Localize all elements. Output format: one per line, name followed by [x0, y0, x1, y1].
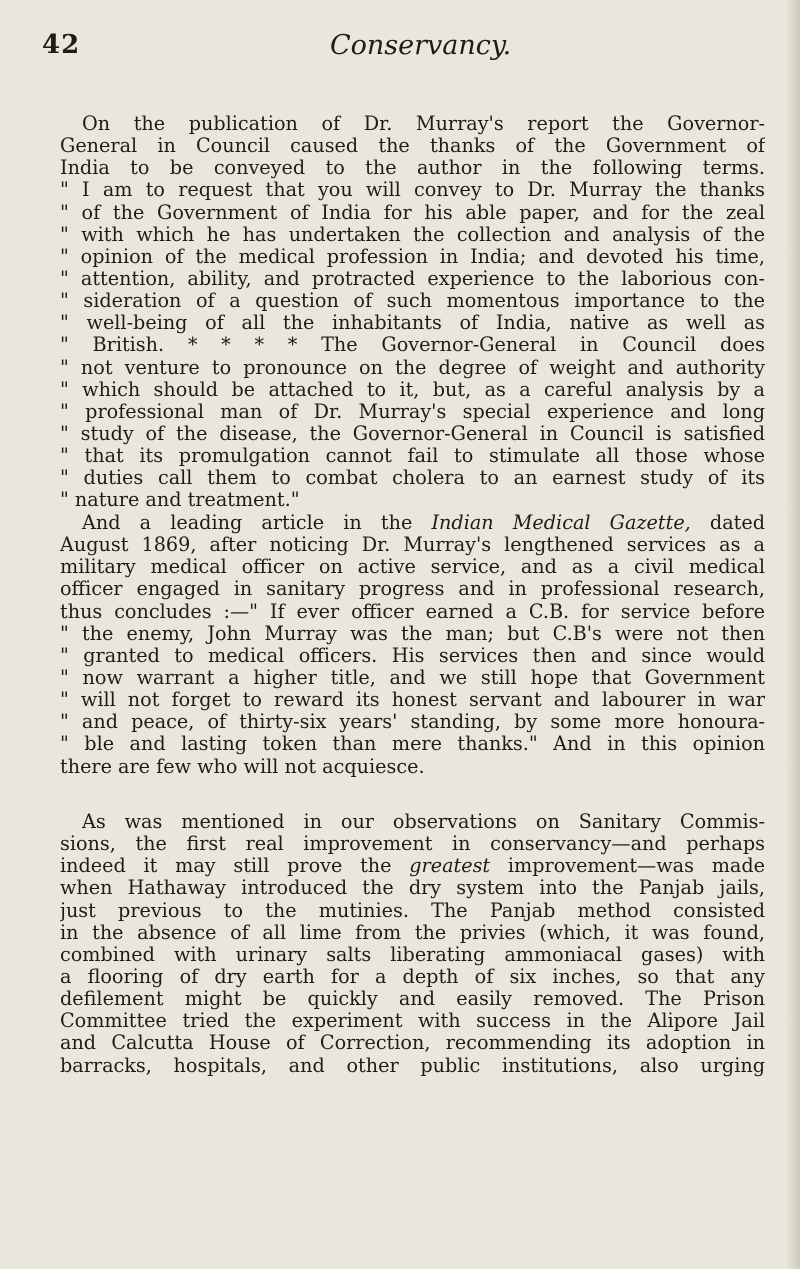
text-line: " sideration of a question of such momentous importance to the	[60, 290, 765, 313]
text-line: " with which he has undertaken the collection and analysis of the	[60, 223, 765, 246]
text-line: sions, the first real improvement in conservancy—and perhaps	[60, 833, 765, 856]
running-title: Conservancy.	[330, 30, 512, 61]
text-line: " that its promulgation cannot fail to stimulate all those whose	[60, 445, 765, 468]
text-line: barracks, hospitals, and other public institutions, also urging	[60, 1054, 765, 1077]
text-line: " duties call them to combat cholera to an earnest study of its	[60, 467, 765, 490]
inline-text: dated	[690, 512, 765, 534]
text-line: " the enemy, John Murray was the man; but C.B's were not then	[60, 622, 765, 645]
text-line: August 1869, after noticing Dr. Murray's lengthened services as a	[60, 534, 765, 557]
text-line: when Hathaway introduced the dry system into the Panjab jails,	[60, 877, 765, 900]
text-line: " well-being of all the inhabitants of India, native as well as	[60, 312, 765, 335]
text-line: On the publication of Dr. Murray's report the Governor-	[82, 113, 765, 135]
emphasis-text: greatest	[409, 855, 491, 878]
text-line: " opinion of the medical profession in India; and devoted his time,	[60, 245, 765, 268]
text-line: a flooring of dry earth for a depth of six inches, so that any	[60, 965, 765, 988]
text-line: Committee tried the experiment with success in the Alipore Jail	[60, 1010, 765, 1033]
page-header	[0, 16, 800, 66]
text-line: " nature and treatment."	[60, 489, 300, 512]
text-line: India to be conveyed to the author in the following terms.	[60, 157, 765, 180]
inline-text: indeed it may still prove the	[60, 855, 410, 878]
text-line: " now warrant a higher title, and we still hope that Government	[60, 666, 765, 689]
text-line: " granted to medical officers. His services then and since would	[60, 644, 765, 667]
page-number: 42	[42, 30, 81, 60]
text-line	[60, 855, 765, 877]
text-line: in the absence of all lime from the privies (which, it was found,	[60, 921, 765, 944]
paragraph-gazette-article	[60, 512, 765, 778]
paragraph-conservancy-improvement	[60, 811, 765, 1077]
text-line: " I am to request that you will convey to Dr. Murray the thanks	[60, 179, 765, 202]
text-line: As was mentioned in our observations on Sanitary Commis-	[82, 811, 765, 833]
text-line	[60, 512, 765, 534]
text-line: " professional man of Dr. Murray's special experience and long	[60, 400, 765, 423]
text-line: General in Council caused the thanks of the Government of	[60, 135, 765, 158]
text-line: combined with urinary salts liberating ammoniacal gases) with	[60, 943, 765, 966]
paragraph-governor-general-thanks	[60, 113, 765, 512]
text-line: defilement might be quickly and easily removed. The Prison	[60, 988, 765, 1011]
text-line: " British. * * * * The Governor-General in Council does	[60, 334, 765, 357]
text-line: " of the Government of India for his able paper, and for the zeal	[60, 201, 765, 224]
text-line: " will not forget to reward its honest servant and labourer in war	[60, 689, 765, 712]
text-line: " which should be attached to it, but, as a careful analysis by a	[60, 378, 765, 401]
text-line: " study of the disease, the Governor-General in Council is satisfied	[60, 422, 765, 445]
text-line: there are few who will not acquiesce.	[60, 755, 425, 778]
inline-text: And a leading article in the	[82, 512, 432, 534]
text-line: " and peace, of thirty-six years' standing, by some more honoura-	[60, 711, 765, 734]
inline-text: improvement—was made	[490, 855, 765, 878]
gazette-title: Indian Medical Gazette,	[431, 512, 691, 534]
text-line: " not venture to pronounce on the degree of weight and authority	[60, 356, 765, 379]
text-line: military medical officer on active service, and as a civil medical	[60, 556, 765, 579]
text-line: " attention, ability, and protracted experience to the laborious con-	[60, 267, 765, 290]
text-line: thus concludes :—" If ever officer earned a C.B. for service before	[60, 600, 765, 623]
page-edge-shadow	[786, 0, 800, 1269]
text-line: " ble and lasting token than mere thanks." And in this opinion	[60, 733, 765, 756]
text-line: officer engaged in sanitary progress and in professional research,	[60, 578, 765, 601]
text-line: just previous to the mutinies. The Panjab method consisted	[60, 899, 765, 922]
text-line: and Calcutta House of Correction, recommending its adoption in	[60, 1032, 765, 1055]
